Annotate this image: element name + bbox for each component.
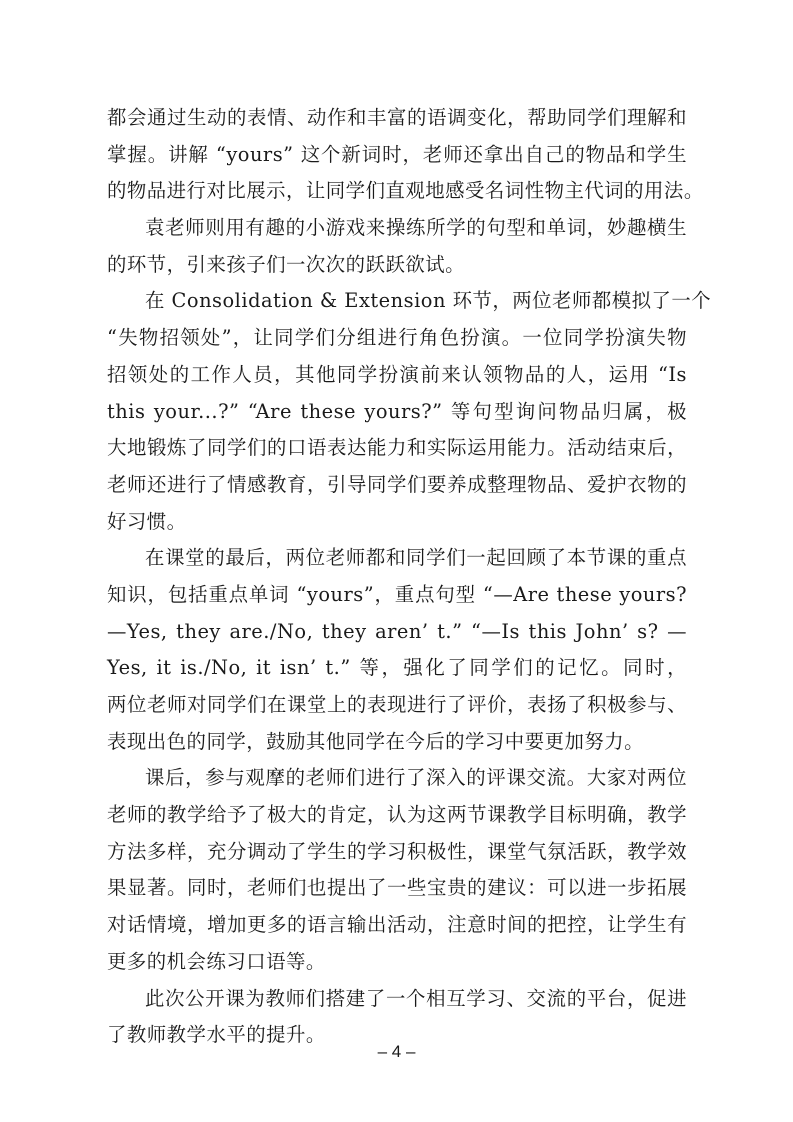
text-line: 好习惯。	[107, 509, 187, 533]
text-line: 了教师教学水平的提升。	[107, 1023, 326, 1047]
text-line: 的环节，引来孩子们一次次的跃跃欲试。	[107, 252, 466, 276]
text-line: 都会通过生动的表情、动作和丰富的语调变化，帮助同学们理解和	[107, 106, 687, 129]
text-line: 大地锻炼了同学们的口语表达能力和实际运用能力。活动结束后，	[107, 436, 687, 460]
text-line: 招领处的工作人员，其他同学扮演前来认领物品的人，运用 “Is	[107, 362, 687, 386]
text-line: 掌握。讲解 “yours” 这个新词时，老师还拿出自己的物品和学生	[107, 142, 687, 166]
paragraph-4	[107, 540, 687, 760]
text-line: 表现出色的同学，鼓励其他同学在今后的学习中要更加努力。	[107, 729, 645, 753]
text-line: 在课堂的最后，两位老师都和同学们一起回顾了本节课的重点	[145, 546, 687, 570]
text-line: 袁老师则用有趣的小游戏来操练所学的句型和单词，妙趣横生	[145, 216, 687, 240]
page-number: – 4 –	[377, 1042, 416, 1061]
text-line: —Yes, they are./No, they aren’ t.” “—Is this John’ s? —	[107, 619, 687, 643]
paragraph-1	[107, 100, 704, 210]
text-line: “失物招领处”，让同学们分组进行角色扮演。一位同学扮演失物	[107, 326, 687, 350]
text-line: 在 Consolidation & Extension 环节，两位老师都模拟了一个	[145, 289, 712, 313]
text-line: 对话情境，增加更多的语言输出活动，注意时间的把控，让学生有	[107, 913, 687, 937]
text-line: 老师还进行了情感教育，引导同学们要养成整理物品、爱护衣物的	[107, 472, 687, 496]
text-line: 两位老师对同学们在课堂上的表现进行了评价，表扬了积极参与、	[107, 693, 687, 716]
text-line: 果显著。同时，老师们也提出了一些宝贵的建议：可以进一步拓展	[107, 876, 687, 900]
text-line: 方法多样，充分调动了学生的学习积极性，课堂气氛活跃，教学效	[107, 839, 687, 863]
text-line: this your...?” “Are these yours?” 等句型询问物品归属，极	[107, 399, 687, 423]
paragraph-3	[107, 283, 712, 540]
text-line: 此次公开课为教师们搭建了一个相互学习、交流的平台，促进	[145, 986, 687, 1010]
paragraph-2	[107, 210, 687, 283]
text-line: 的物品进行对比展示，让同学们直观地感受名词性物主代词的用法。	[107, 179, 704, 203]
text-line: 老师的教学给予了极大的肯定，认为这两节课教学目标明确，教学	[107, 803, 687, 827]
text-line: Yes, it is./No, it isn’ t.” 等，强化了同学们的记忆。同时，	[107, 656, 687, 680]
paragraph-5	[107, 760, 687, 980]
text-line: 知识，包括重点单词 “yours”，重点句型 “—Are these yours?	[107, 582, 687, 606]
text-line: 更多的机会练习口语等。	[107, 949, 326, 973]
text-line: 课后，参与观摩的老师们进行了深入的评课交流。大家对两位	[145, 766, 687, 790]
document-body	[107, 100, 712, 1054]
